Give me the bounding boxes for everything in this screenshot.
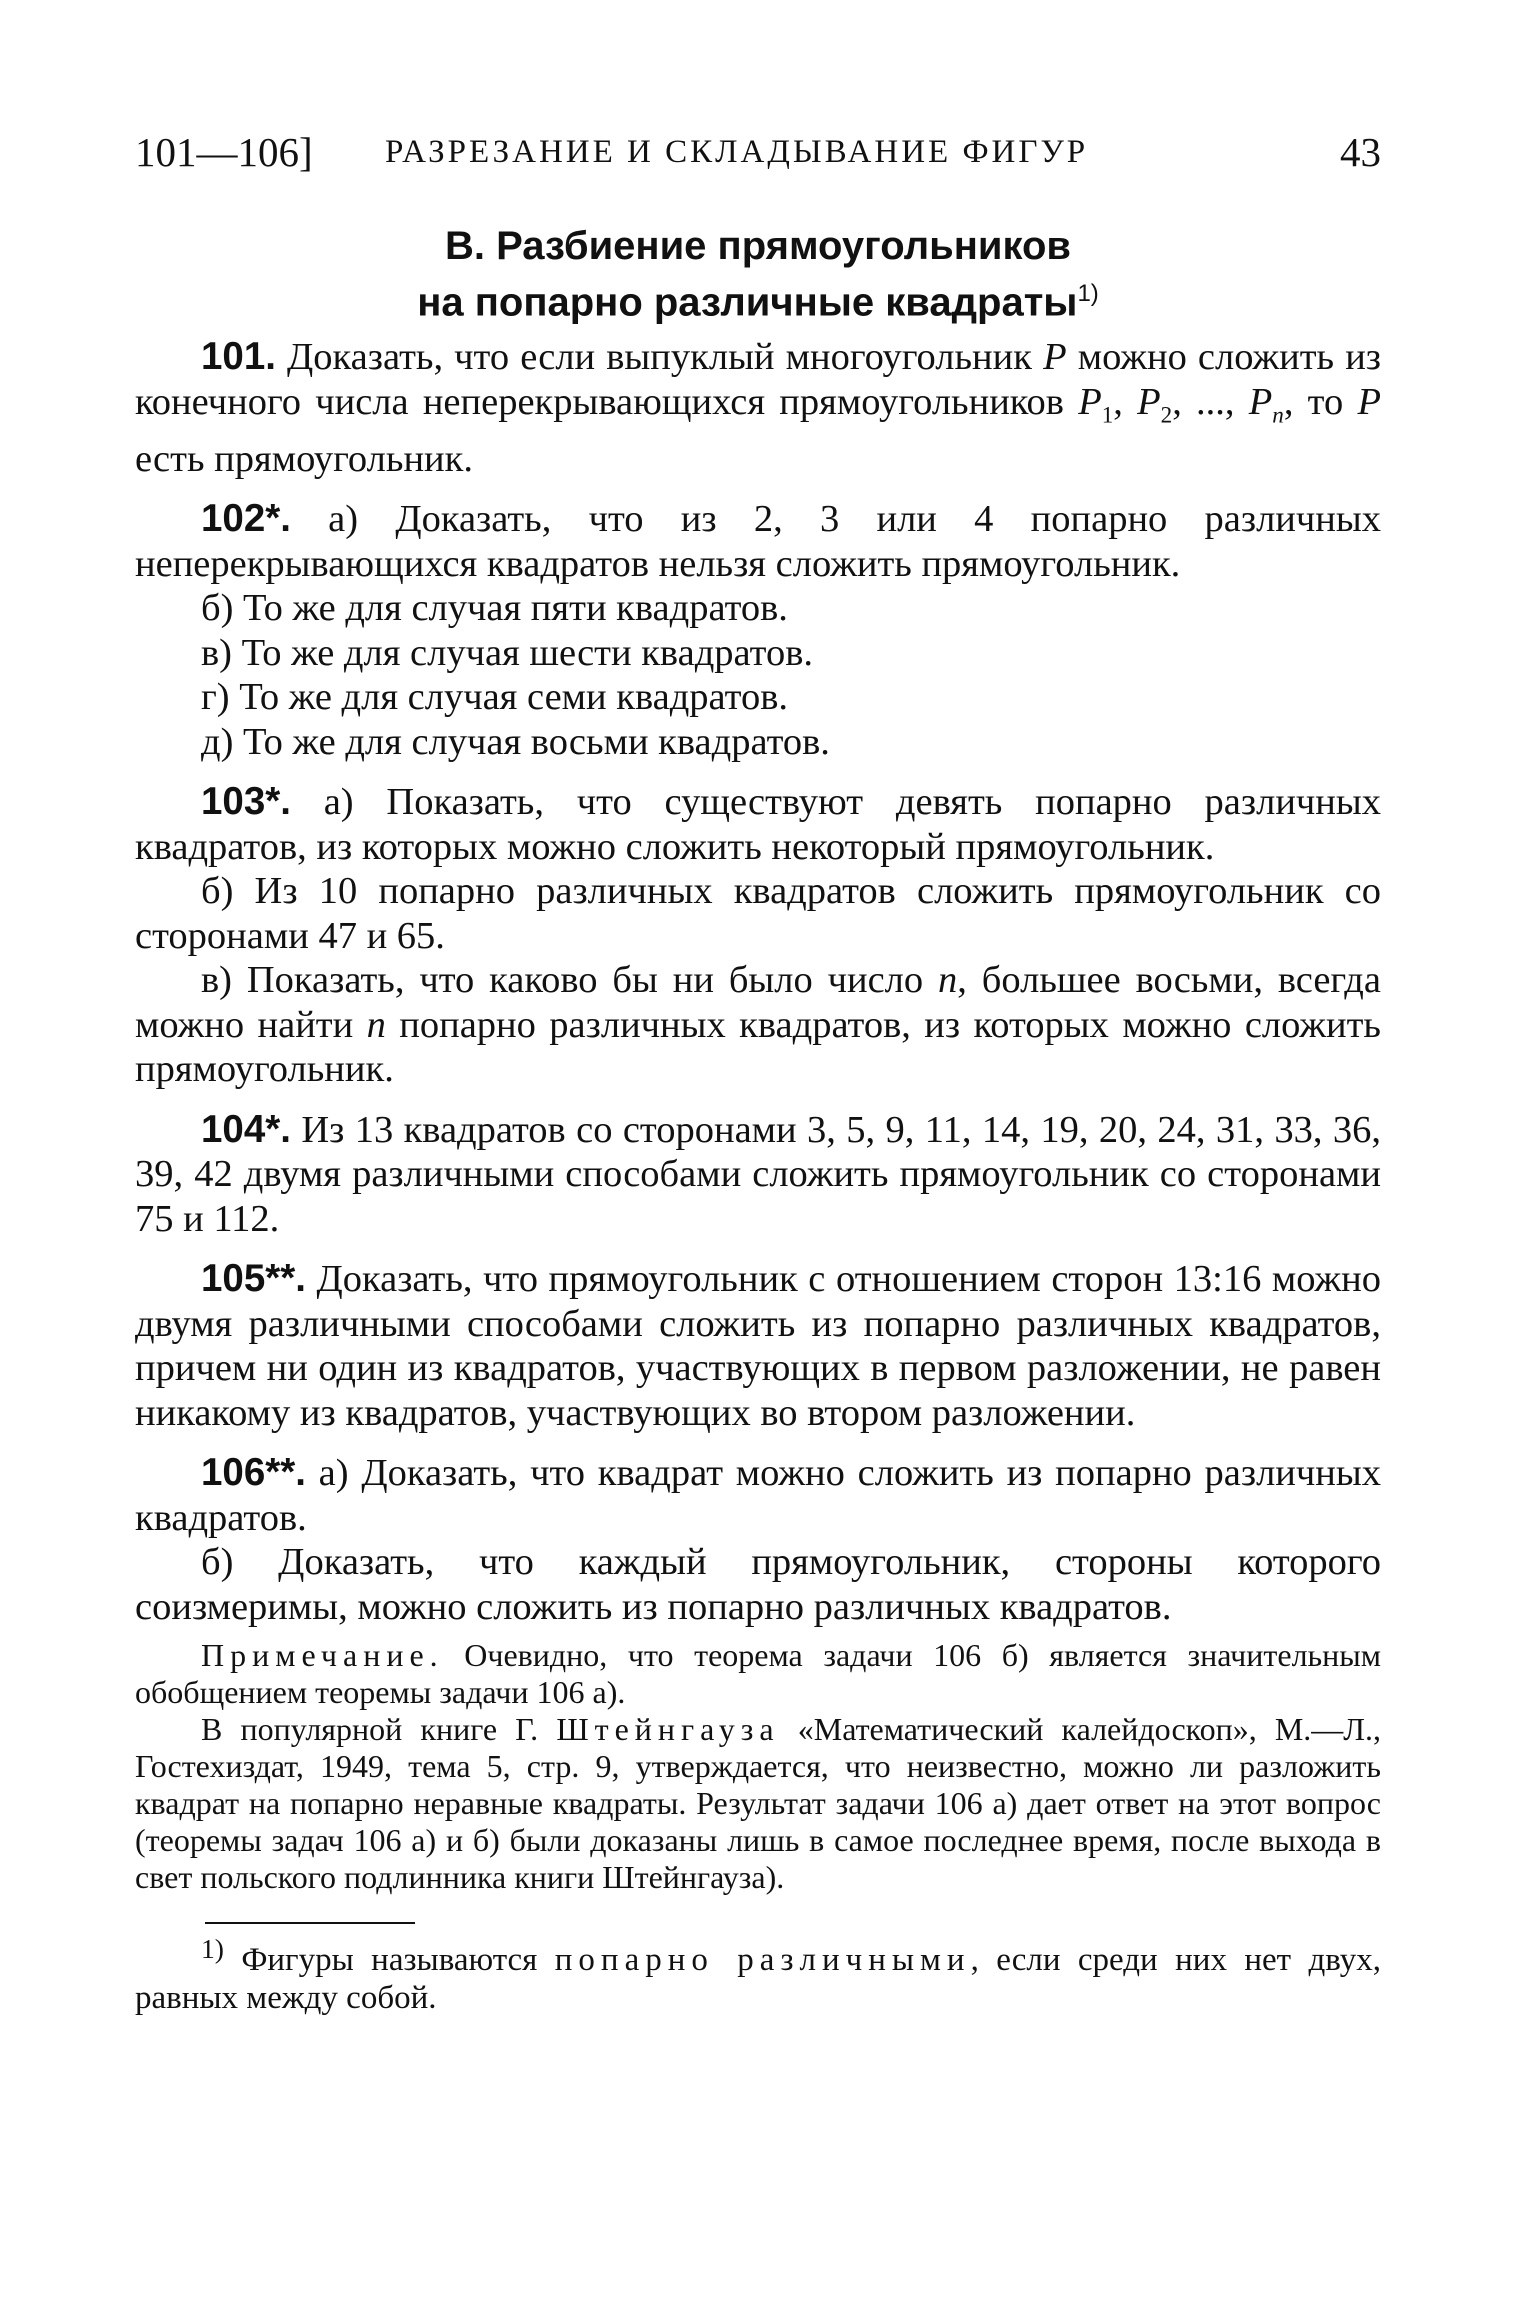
problem-number: 103*. xyxy=(201,780,291,824)
remark-label: Примечание. xyxy=(201,1637,444,1674)
problem-number: 105**. xyxy=(201,1257,306,1301)
problem-104: 104*. Из 13 квадратов со сторонами 3, 5, 9, 11, 14, 19, 20, 24, 31, 33, 36, 39, 42 двумя различными способами сложить прямоугольник со сторонами 75 и 112. xyxy=(135,1107,1382,1240)
problem-105: 105**. Доказать, что прямоугольник с отношением сторон 13:16 можно двумя различными способами сложить из попарно различных квадратов, причем ни один из квадратов, участвующих в первом разложении, не равен никакому из квадратов, участвующих во втором разложении. xyxy=(135,1257,1381,1434)
remark xyxy=(135,1637,1381,1896)
footnote-mark: 1) xyxy=(201,1933,224,1965)
problem-number: 102*. xyxy=(201,497,291,541)
problem-106: 106**. а) Доказать, что квадрат можно сложить из попарно различных квадратов. xyxy=(135,1451,1381,1539)
footnote: $^{1)}$ Фигуры называются попарно различными, если среди них нет двух, равных между собой. xyxy=(135,1933,1381,2017)
section-title-line1: В. Разбиение прямоугольников xyxy=(445,224,1071,268)
problem-101: 101. Доказать, что если выпуклый многоугольник P можно сложить из конечного числа неперекрывающихся прямоугольников $P_1$, $P_2$, ..., $P_n$, то P есть прямоугольник. xyxy=(135,335,1382,480)
page-number: 43 xyxy=(1340,129,1381,175)
problem-number: 106**. xyxy=(201,1451,306,1495)
problem-102-b: б) То же для случая пяти квадратов. xyxy=(201,587,788,630)
problem-range: 101—106] xyxy=(135,129,313,175)
problem-103-v: в) Показать, что каково бы ни было число n, большее восьми, всегда можно найти n попарно различных квадратов, из которых можно сложить прямоугольник. xyxy=(135,959,1381,1091)
problem-102-g: г) То же для случая семи квадратов. xyxy=(201,676,789,719)
problem-102-v: в) То же для случая шести квадратов. xyxy=(201,631,813,674)
problem-number: 104*. xyxy=(201,1107,291,1151)
running-header xyxy=(135,128,1381,188)
chapter-title: РАЗРЕЗАНИЕ И СКЛАДЫВАНИЕ ФИГУР xyxy=(385,134,1089,170)
remark-paragraph-2: В популярной книге Г. Штейнгауза «Математический калейдоскоп», М.—Л., Гостехиздат, 1949, тема 5, стр. 9, утверждается, что неизвестно, можно ли разложить квадрат на попарно неравные квадраты. Результат задачи 106 а) дает ответ на этот вопрос (теоремы задач 106 а) и б) были доказаны лишь в самое последнее время, после выхода в свет польского подлинника книги Штейнгауза). xyxy=(135,1711,1382,1896)
page-body xyxy=(135,335,1381,2017)
footnote-reference: 1) xyxy=(1077,280,1099,307)
footnote-term: попарно различными xyxy=(554,1942,971,1979)
problem-102-d: д) То же для случая восьми квадратов. xyxy=(201,720,830,763)
problem-102: 102*. а) Доказать, что из 2, 3 или 4 попарно различных неперекрывающихся квадратов нельзя сложить прямоугольник. xyxy=(135,497,1381,585)
author-name: Штейнгауза xyxy=(556,1711,780,1748)
problem-103-b: б) Из 10 попарно различных квадратов сложить прямоугольник со сторонами 47 и 65. xyxy=(135,870,1381,957)
section-title-line2: на попарно различные квадраты$^{1)}$ xyxy=(417,280,1099,325)
section-heading xyxy=(135,222,1381,326)
problem-106-b: б) Доказать, что каждый прямоугольник, стороны которого соизмеримы, можно сложить из попарно различных квадратов. xyxy=(135,1541,1381,1628)
problem-number: 101. xyxy=(201,335,276,378)
remark-paragraph-1: Примечание. Очевидно, что теорема задачи 106 б) является значительным обобщением теоремы задачи 106 а). xyxy=(135,1637,1382,1711)
problem-103: 103*. а) Показать, что существуют девять попарно различных квадратов, из которых можно сложить некоторый прямоугольник. xyxy=(135,780,1382,868)
footnote-divider xyxy=(205,1922,415,1924)
